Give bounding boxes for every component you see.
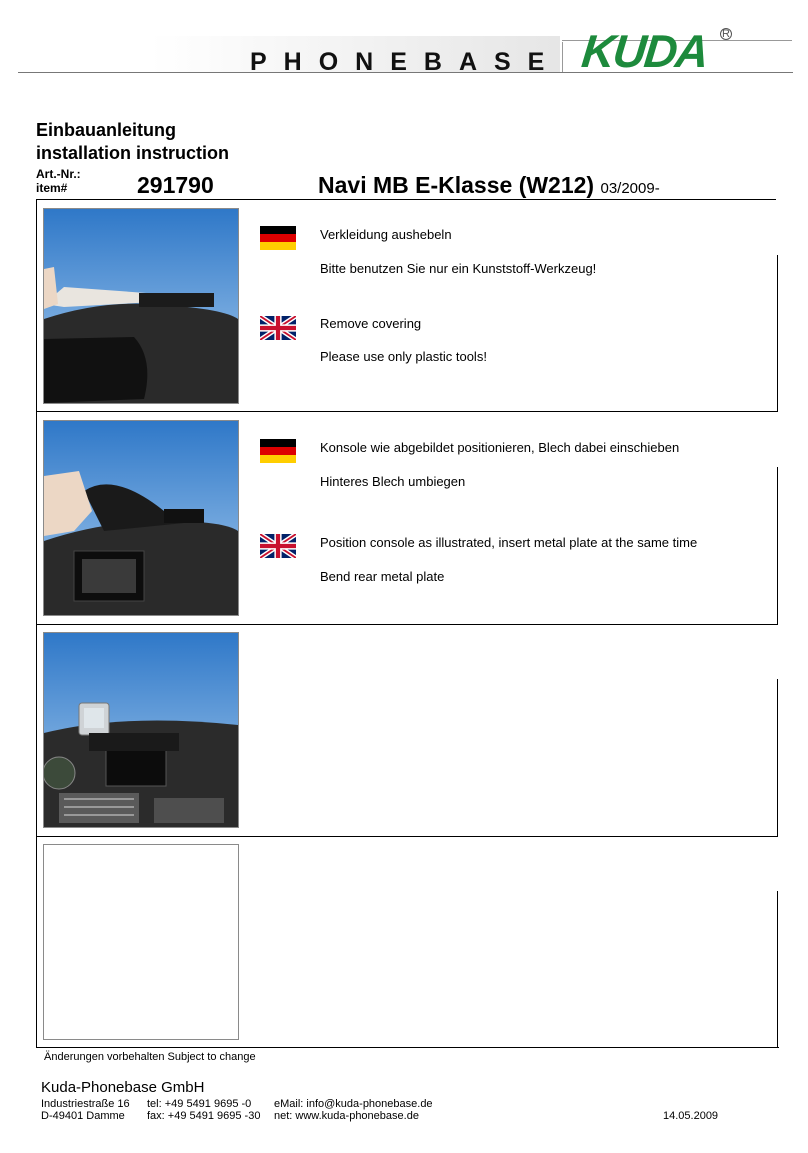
model-date: 03/2009- [600, 180, 660, 197]
step2-en-line2: Bend rear metal plate [320, 569, 445, 584]
phone-number: tel: +49 5491 9695 -0 [147, 1098, 252, 1110]
row-right-border [777, 255, 778, 412]
flag-germany-icon [260, 439, 296, 463]
row-right-border [777, 467, 778, 625]
row-divider [36, 836, 778, 837]
row-right-border [777, 679, 778, 837]
step-photo-remove-covering [43, 208, 239, 404]
company-name: Kuda-Phonebase GmbH [41, 1079, 205, 1096]
email-address: eMail: info@kuda-phonebase.de [274, 1098, 433, 1110]
title-german: Einbauanleitung [36, 120, 177, 140]
flag-uk-icon [260, 316, 296, 340]
registered-mark-icon: R [720, 28, 732, 40]
step1-de-line2: Bitte benutzen Sie nur ein Kunststoff-Werkzeug! [320, 261, 597, 276]
art-nr-label: Art.-Nr.: [36, 167, 81, 181]
brand-wordmark: PHONEBASE [250, 48, 562, 76]
address-city: D-49401 Damme [41, 1110, 125, 1122]
step2-en-line1: Position console as illustrated, insert metal plate at the same time [320, 535, 698, 550]
article-number: 291790 [137, 172, 214, 198]
empty-photo-frame [43, 844, 239, 1040]
address-street: Industriestraße 16 [41, 1098, 130, 1110]
item-label: item# [36, 181, 68, 195]
change-note: Änderungen vorbehalten Subject to change [44, 1051, 256, 1063]
document-date: 14.05.2009 [663, 1110, 719, 1122]
step2-de-line1: Konsole wie abgebildet positionieren, Blech dabei einschieben [320, 440, 680, 455]
website: net: www.kuda-phonebase.de [274, 1110, 419, 1122]
flag-germany-icon [260, 226, 296, 250]
row-divider [36, 624, 778, 625]
model-name: Navi MB E-Klasse (W212) [318, 172, 595, 198]
step2-de-line2: Hinteres Blech umbiegen [320, 474, 466, 489]
logo-frame-side [562, 42, 578, 72]
step1-de-line1: Verkleidung aushebeln [320, 227, 452, 242]
step-photo-position-console [43, 420, 239, 616]
row-divider [36, 411, 778, 412]
kuda-logo: KUDA [579, 25, 710, 77]
vehicle-model [318, 172, 660, 199]
flag-uk-icon [260, 534, 296, 558]
title-english: installation instruction [36, 143, 230, 163]
step1-en-line1: Remove covering [320, 316, 422, 331]
row-right-border [777, 891, 778, 1047]
step-photo-finished [43, 632, 239, 828]
fax-number: fax: +49 5491 9695 -30 [147, 1110, 261, 1122]
step1-en-line2: Please use only plastic tools! [320, 349, 487, 364]
